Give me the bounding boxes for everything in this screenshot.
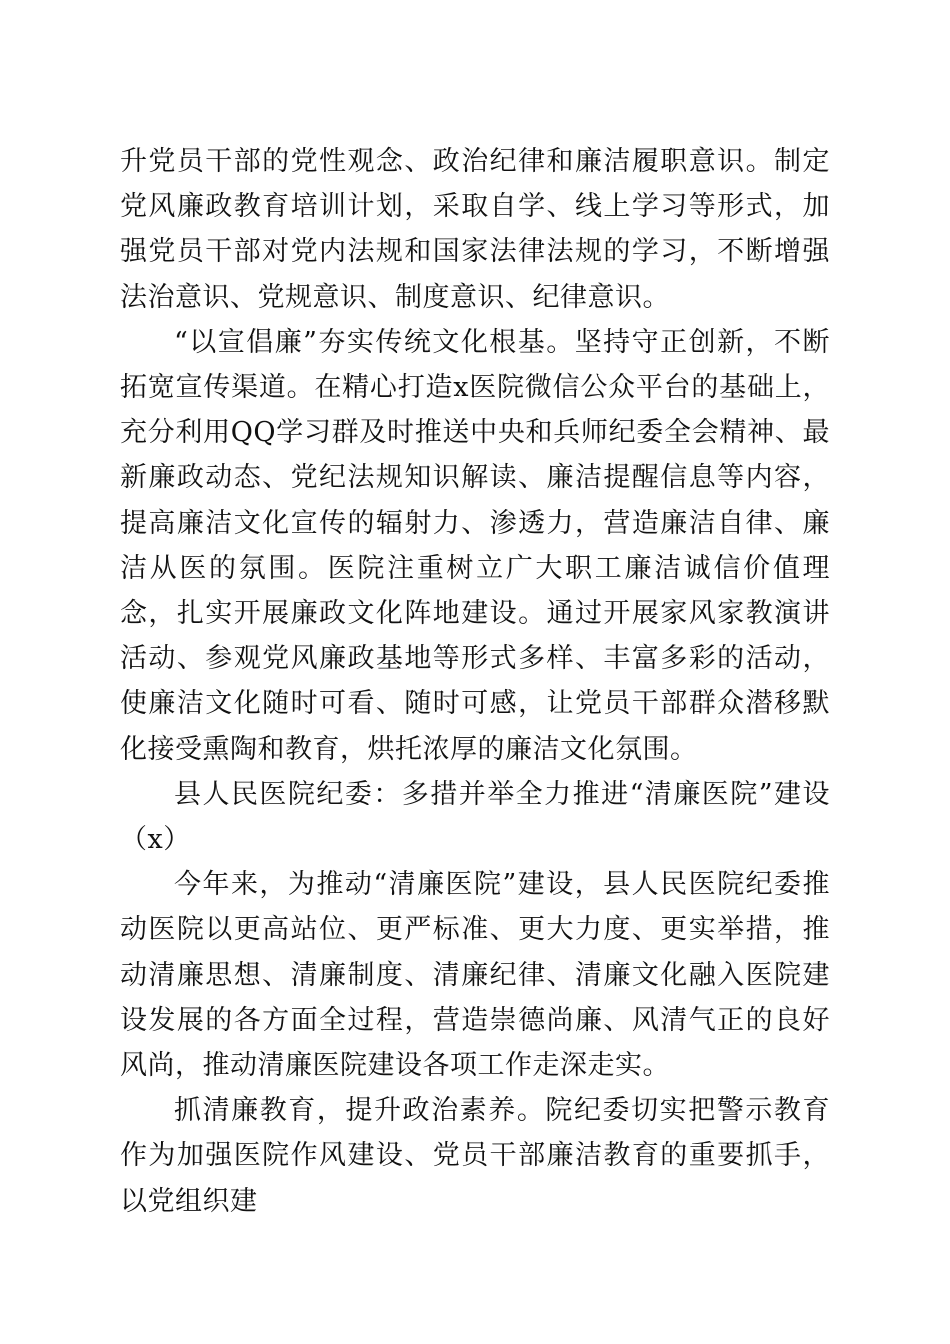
section-heading: 县人民医院纪委：多措并举全力推进“清廉医院”建设（x） (120, 778, 830, 856)
paragraph-continuation: 升党员干部的党性观念、政治纪律和廉洁履职意识。制定党风廉政教育培训计划，采取自学、线上学习等形式，加强党员干部对党内法规和国家法律法规的学习，不断增强法治意识、党规意识、制度意识、纪律意识。 (120, 146, 830, 313)
paragraph-education: 抓清廉教育，提升政治素养。院纪委切实把警示教育作为加强医院作风建设、党员干部廉洁教育的重要抓手，以党组织建 (120, 1095, 830, 1217)
document-body (120, 139, 830, 1224)
paragraph-intro: 今年来，为推动“清廉医院”建设，县人民医院纪委推动医院以更高站位、更严标准、更大力度、更实举措，推动清廉思想、清廉制度、清廉纪律、清廉文化融入医院建设发展的各方面全过程，营造崇德尚廉、风清气正的良好风尚，推动清廉医院建设各项工作走深走实。 (120, 869, 830, 1082)
paragraph-propaganda: “以宣倡廉”夯实传统文化根基。坚持守正创新，不断拓宽宣传渠道。在精心打造x医院微信公众平台的基础上，充分利用QQ学习群及时推送中央和兵师纪委全会精神、最新廉政动态、党纪法规知识解读、廉洁提醒信息等内容，提高廉洁文化宣传的辐射力、渗透力，营造廉洁自律、廉洁从医的氛围。医院注重树立广大职工廉洁诚信价值理念，扎实开展廉政文化阵地建设。通过开展家风家教演讲活动、参观党风廉政基地等形式多样、丰富多彩的活动，使廉洁文化随时可看、随时可感，让党员干部群众潜移默化接受熏陶和教育，烘托浓厚的廉洁文化氛围。 (120, 326, 830, 765)
